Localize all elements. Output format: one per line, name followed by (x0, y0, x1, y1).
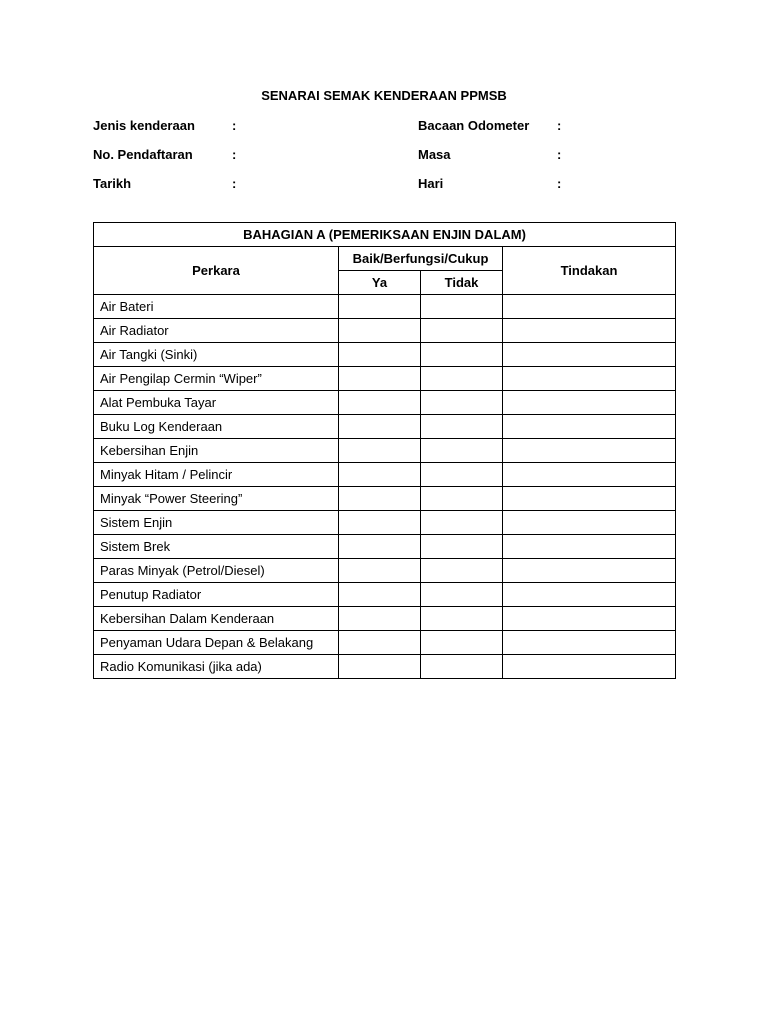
table-row (94, 655, 676, 679)
item-name-cell: Penutup Radiator (94, 583, 339, 607)
tindakan-cell[interactable] (503, 511, 676, 535)
field-label-tarikh: Tarikh (93, 176, 132, 191)
table-row (94, 487, 676, 511)
item-name-cell: Minyak Hitam / Pelincir (94, 463, 339, 487)
field-label-hari: Hari (418, 176, 444, 191)
tidak-checkbox-cell[interactable] (421, 511, 503, 535)
tindakan-cell[interactable] (503, 607, 676, 631)
item-name-cell: Radio Komunikasi (jika ada) (94, 655, 339, 679)
item-name-cell: Sistem Enjin (94, 511, 339, 535)
field-colon: : (557, 118, 562, 133)
field-label-jenis-kenderaan: Jenis kenderaan (93, 118, 195, 133)
tindakan-cell[interactable] (503, 583, 676, 607)
tidak-checkbox-cell[interactable] (421, 535, 503, 559)
field-label-masa: Masa (418, 147, 451, 162)
field-colon: : (232, 176, 237, 191)
tindakan-cell[interactable] (503, 631, 676, 655)
tindakan-cell[interactable] (503, 559, 676, 583)
ya-checkbox-cell[interactable] (339, 367, 421, 391)
table-row (94, 415, 676, 439)
item-name-cell: Air Radiator (94, 319, 339, 343)
ya-checkbox-cell[interactable] (339, 415, 421, 439)
tidak-checkbox-cell[interactable] (421, 415, 503, 439)
tidak-checkbox-cell[interactable] (421, 463, 503, 487)
tidak-checkbox-cell[interactable] (421, 295, 503, 319)
tidak-checkbox-cell[interactable] (421, 559, 503, 583)
item-name-cell: Paras Minyak (Petrol/Diesel) (94, 559, 339, 583)
checklist-table (93, 222, 676, 679)
tindakan-cell[interactable] (503, 415, 676, 439)
item-name-cell: Penyaman Udara Depan & Belakang (94, 631, 339, 655)
column-header-status-group: Baik/Berfungsi/Cukup (339, 247, 503, 271)
ya-checkbox-cell[interactable] (339, 511, 421, 535)
checklist-body (94, 295, 676, 679)
tidak-checkbox-cell[interactable] (421, 487, 503, 511)
column-header-perkara: Perkara (94, 247, 339, 295)
item-name-cell: Air Bateri (94, 295, 339, 319)
field-colon: : (232, 118, 237, 133)
tindakan-cell[interactable] (503, 487, 676, 511)
ya-checkbox-cell[interactable] (339, 487, 421, 511)
tidak-checkbox-cell[interactable] (421, 367, 503, 391)
tindakan-cell[interactable] (503, 535, 676, 559)
tidak-checkbox-cell[interactable] (421, 655, 503, 679)
ya-checkbox-cell[interactable] (339, 343, 421, 367)
ya-checkbox-cell[interactable] (339, 535, 421, 559)
tindakan-cell[interactable] (503, 391, 676, 415)
ya-checkbox-cell[interactable] (339, 607, 421, 631)
ya-checkbox-cell[interactable] (339, 391, 421, 415)
item-name-cell: Buku Log Kenderaan (94, 415, 339, 439)
table-row (94, 607, 676, 631)
ya-checkbox-cell[interactable] (339, 319, 421, 343)
field-label-no-pendaftaran: No. Pendaftaran (93, 147, 193, 162)
table-row (94, 367, 676, 391)
tindakan-cell[interactable] (503, 463, 676, 487)
table-row (94, 343, 676, 367)
field-colon: : (557, 147, 562, 162)
tindakan-cell[interactable] (503, 295, 676, 319)
tidak-checkbox-cell[interactable] (421, 439, 503, 463)
table-row (94, 391, 676, 415)
table-row (94, 295, 676, 319)
ya-checkbox-cell[interactable] (339, 439, 421, 463)
tindakan-cell[interactable] (503, 367, 676, 391)
tindakan-cell[interactable] (503, 319, 676, 343)
ya-checkbox-cell[interactable] (339, 631, 421, 655)
column-header-tidak: Tidak (421, 271, 503, 295)
item-name-cell: Kebersihan Enjin (94, 439, 339, 463)
item-name-cell: Kebersihan Dalam Kenderaan (94, 607, 339, 631)
ya-checkbox-cell[interactable] (339, 583, 421, 607)
item-name-cell: Sistem Brek (94, 535, 339, 559)
table-row (94, 319, 676, 343)
ya-checkbox-cell[interactable] (339, 655, 421, 679)
ya-checkbox-cell[interactable] (339, 559, 421, 583)
field-colon: : (557, 176, 562, 191)
column-header-tindakan: Tindakan (503, 247, 676, 295)
field-label-bacaan-odometer: Bacaan Odometer (418, 118, 530, 133)
ya-checkbox-cell[interactable] (339, 295, 421, 319)
tidak-checkbox-cell[interactable] (421, 607, 503, 631)
ya-checkbox-cell[interactable] (339, 463, 421, 487)
tindakan-cell[interactable] (503, 343, 676, 367)
table-row (94, 439, 676, 463)
table-row (94, 631, 676, 655)
item-name-cell: Air Tangki (Sinki) (94, 343, 339, 367)
tidak-checkbox-cell[interactable] (421, 391, 503, 415)
table-row (94, 535, 676, 559)
item-name-cell: Alat Pembuka Tayar (94, 391, 339, 415)
table-row (94, 463, 676, 487)
table-row (94, 583, 676, 607)
tidak-checkbox-cell[interactable] (421, 343, 503, 367)
tindakan-cell[interactable] (503, 439, 676, 463)
table-row (94, 511, 676, 535)
table-row (94, 559, 676, 583)
column-header-ya: Ya (339, 271, 421, 295)
tindakan-cell[interactable] (503, 655, 676, 679)
tidak-checkbox-cell[interactable] (421, 319, 503, 343)
tidak-checkbox-cell[interactable] (421, 583, 503, 607)
section-title: BAHAGIAN A (PEMERIKSAAN ENJIN DALAM) (94, 223, 676, 247)
item-name-cell: Air Pengilap Cermin “Wiper” (94, 367, 339, 391)
tidak-checkbox-cell[interactable] (421, 631, 503, 655)
item-name-cell: Minyak “Power Steering” (94, 487, 339, 511)
document-title: SENARAI SEMAK KENDERAAN PPMSB (261, 88, 507, 103)
field-colon: : (232, 147, 237, 162)
